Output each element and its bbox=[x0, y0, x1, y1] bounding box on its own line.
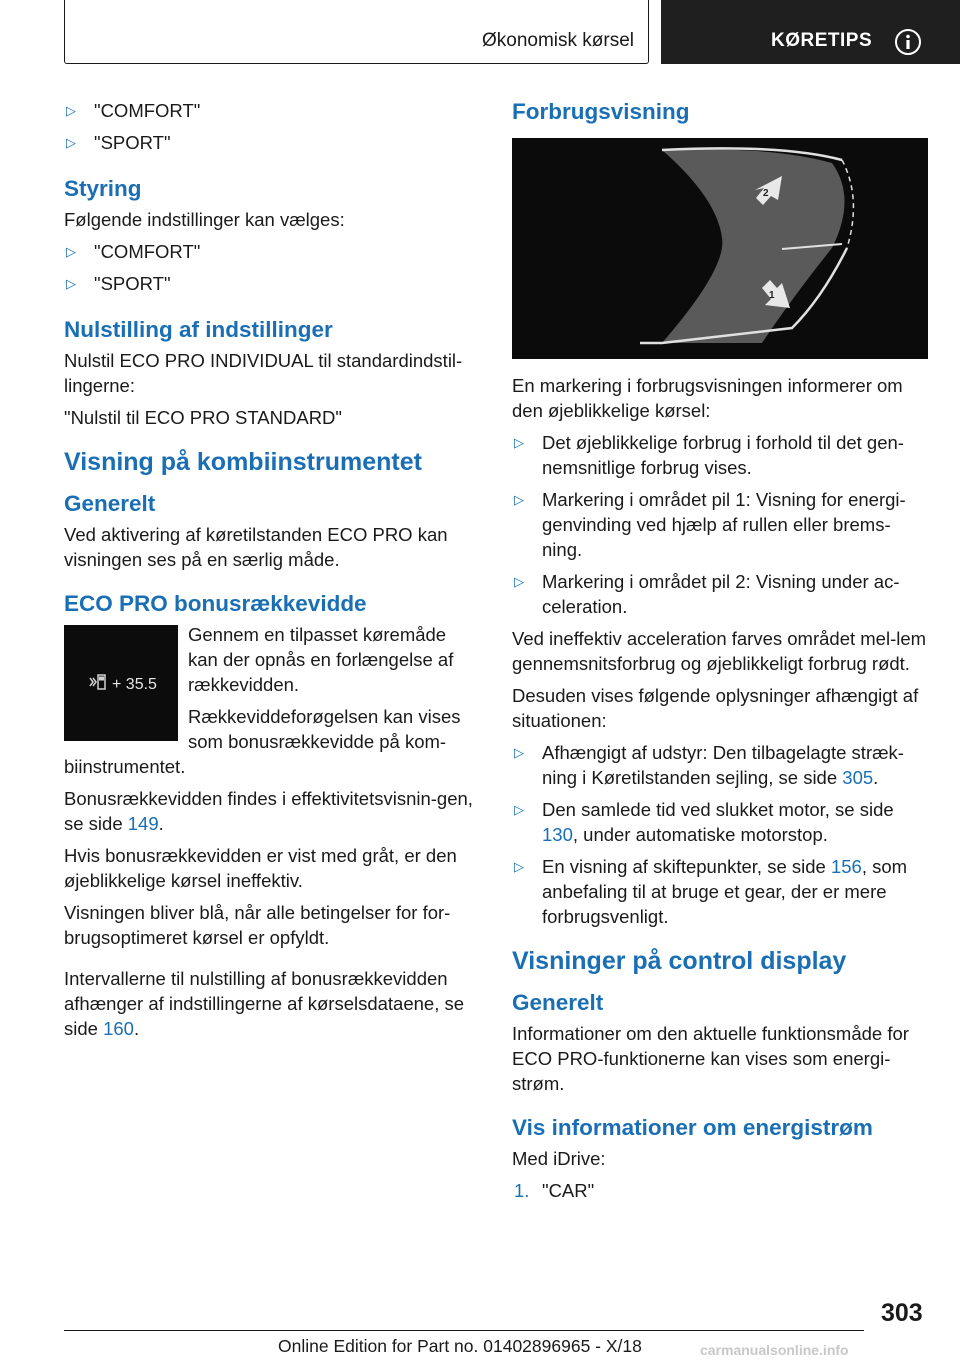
heading-bonus: ECO PRO bonusrækkevidde bbox=[64, 591, 367, 616]
page-number: 303 bbox=[881, 1299, 923, 1327]
consumption-gauge-image bbox=[512, 138, 928, 359]
heading-generelt: Generelt bbox=[64, 491, 156, 516]
bullet-marker: ▷ bbox=[66, 276, 76, 291]
bullet-marker: ▷ bbox=[66, 103, 76, 118]
list-item: ▷ Det øjeblikkelige forbrug i forhold til det gen-nemsnitlige forbrug vises. bbox=[514, 432, 904, 478]
heading-energistroem: Vis informationer om energistrøm bbox=[512, 1115, 873, 1140]
bullet-marker: ▷ bbox=[66, 135, 76, 150]
paragraph: Med iDrive: bbox=[512, 1148, 606, 1169]
paragraph: Bonusrækkevidden findes i effektivitetsvisnin-gen, se side 149. bbox=[64, 788, 473, 834]
heading-forbrug: Forbrugsvisning bbox=[512, 99, 690, 124]
bullet-marker: ▷ bbox=[66, 244, 76, 259]
svg-text:1: 1 bbox=[769, 290, 775, 301]
numbered-step: 1. "CAR" bbox=[514, 1180, 595, 1201]
paragraph: Ved ineffektiv acceleration farves området mel-lem gennemsnitsforbrug og øjeblikkeligt forbrug rødt. bbox=[512, 628, 927, 674]
paragraph: Gennem en tilpasset køremåde kan der opnås en forlængelse af rækkevidden. bbox=[188, 624, 454, 695]
heading-nulstilling: Nulstilling af indstillinger bbox=[64, 317, 333, 342]
heading-visning: Visning på kombiinstrumentet bbox=[64, 448, 422, 476]
right-column bbox=[512, 98, 928, 1210]
page-link[interactable]: 149 bbox=[127, 813, 159, 834]
step-number: 1. bbox=[514, 1180, 530, 1201]
header-section-tab bbox=[64, 0, 649, 64]
bullet-marker: ▷ bbox=[514, 745, 524, 760]
gauge-illustration bbox=[512, 138, 928, 359]
paragraph: "Nulstil til ECO PRO STANDARD" bbox=[64, 407, 342, 428]
paragraph: Ved aktivering af køretilstanden ECO PRO kan visningen ses på en særlig måde. bbox=[64, 524, 448, 570]
list-item: ▷ Afhængigt af udstyr: Den tilbagelagte stræk-ning i Køretilstanden sejling, se side 305. bbox=[514, 742, 904, 788]
page-link[interactable]: 130 bbox=[542, 824, 573, 845]
header-chapter-title: KØRETIPS bbox=[771, 30, 873, 51]
bullet-marker: ▷ bbox=[514, 435, 524, 450]
svg-text:2: 2 bbox=[763, 188, 769, 199]
list-item: ▷ "COMFORT" bbox=[66, 100, 201, 121]
list-item: ▷ En visning af skiftepunkter, se side 156, som anbefaling til at bruge et gear, der er mere forbrugsvenligt. bbox=[514, 856, 908, 927]
fuel-range-icon bbox=[89, 673, 109, 691]
bullet-marker: ▷ bbox=[514, 574, 524, 589]
paragraph: En markering i forbrugsvisningen informerer om den øjeblikkelige kørsel: bbox=[512, 375, 903, 421]
paragraph: Informationer om den aktuelle funktionsmåde for ECO PRO-funktionerne kan vises som energi-strøm. bbox=[512, 1023, 909, 1094]
bullet-marker: ▷ bbox=[514, 492, 524, 507]
heading-control-display: Visninger på control display bbox=[512, 947, 847, 975]
paragraph: Rækkeviddeforøgelsen kan vises som bonusrækkevidde på kom-biinstrumentet. bbox=[64, 706, 461, 777]
list-item: ▷ "SPORT" bbox=[66, 132, 171, 153]
paragraph: Desuden vises følgende oplysninger afhængigt af situationen: bbox=[512, 685, 919, 731]
left-column bbox=[64, 98, 476, 1048]
footer-edition: Online Edition for Part no. 01402896965 - X/18 bbox=[278, 1336, 642, 1356]
bullet-marker: ▷ bbox=[514, 802, 524, 817]
paragraph: Hvis bonusrækkevidden er vist med gråt, er den øjeblikkelige kørsel ineffektiv. bbox=[64, 845, 457, 891]
heading-generelt-2: Generelt bbox=[512, 990, 604, 1015]
bonus-range-value: + 35.5 bbox=[112, 676, 157, 693]
list-item: ▷ "COMFORT" bbox=[66, 241, 201, 262]
bonus-range-image bbox=[64, 625, 178, 741]
list-item: ▷ "SPORT" bbox=[66, 273, 171, 294]
paragraph: Intervallerne til nulstilling af bonusrækkevidden afhænger af indstillingerne af kørselsdataene, se side 160. bbox=[64, 968, 465, 1039]
list-item: ▷ Den samlede tid ved slukket motor, se side 130, under automatiske motorstop. bbox=[514, 799, 894, 845]
footer-divider bbox=[64, 1330, 864, 1331]
paragraph: Nulstil ECO PRO INDIVIDUAL til standardindstil-lingerne: bbox=[64, 350, 463, 396]
page-link[interactable]: 160 bbox=[103, 1018, 134, 1039]
watermark: carmanualsonline.info bbox=[700, 1342, 849, 1358]
page-link[interactable]: 156 bbox=[830, 856, 862, 877]
page-link[interactable]: 305 bbox=[842, 767, 874, 788]
paragraph: Følgende indstillinger kan vælges: bbox=[64, 209, 345, 230]
bullet-marker: ▷ bbox=[514, 859, 524, 874]
header-section-title: Økonomisk kørsel bbox=[481, 30, 634, 51]
list-item: ▷ Markering i området pil 1: Visning for energi-genvinding ved hjælp af rullen eller brems-ning. bbox=[514, 489, 906, 560]
heading-styring: Styring bbox=[64, 176, 142, 201]
info-icon bbox=[894, 28, 922, 56]
list-item: ▷ Markering i området pil 2: Visning under ac-celeration. bbox=[514, 571, 900, 617]
paragraph: Visningen bliver blå, når alle betingelser for for-brugsoptimeret kørsel er opfyldt. bbox=[64, 902, 451, 948]
